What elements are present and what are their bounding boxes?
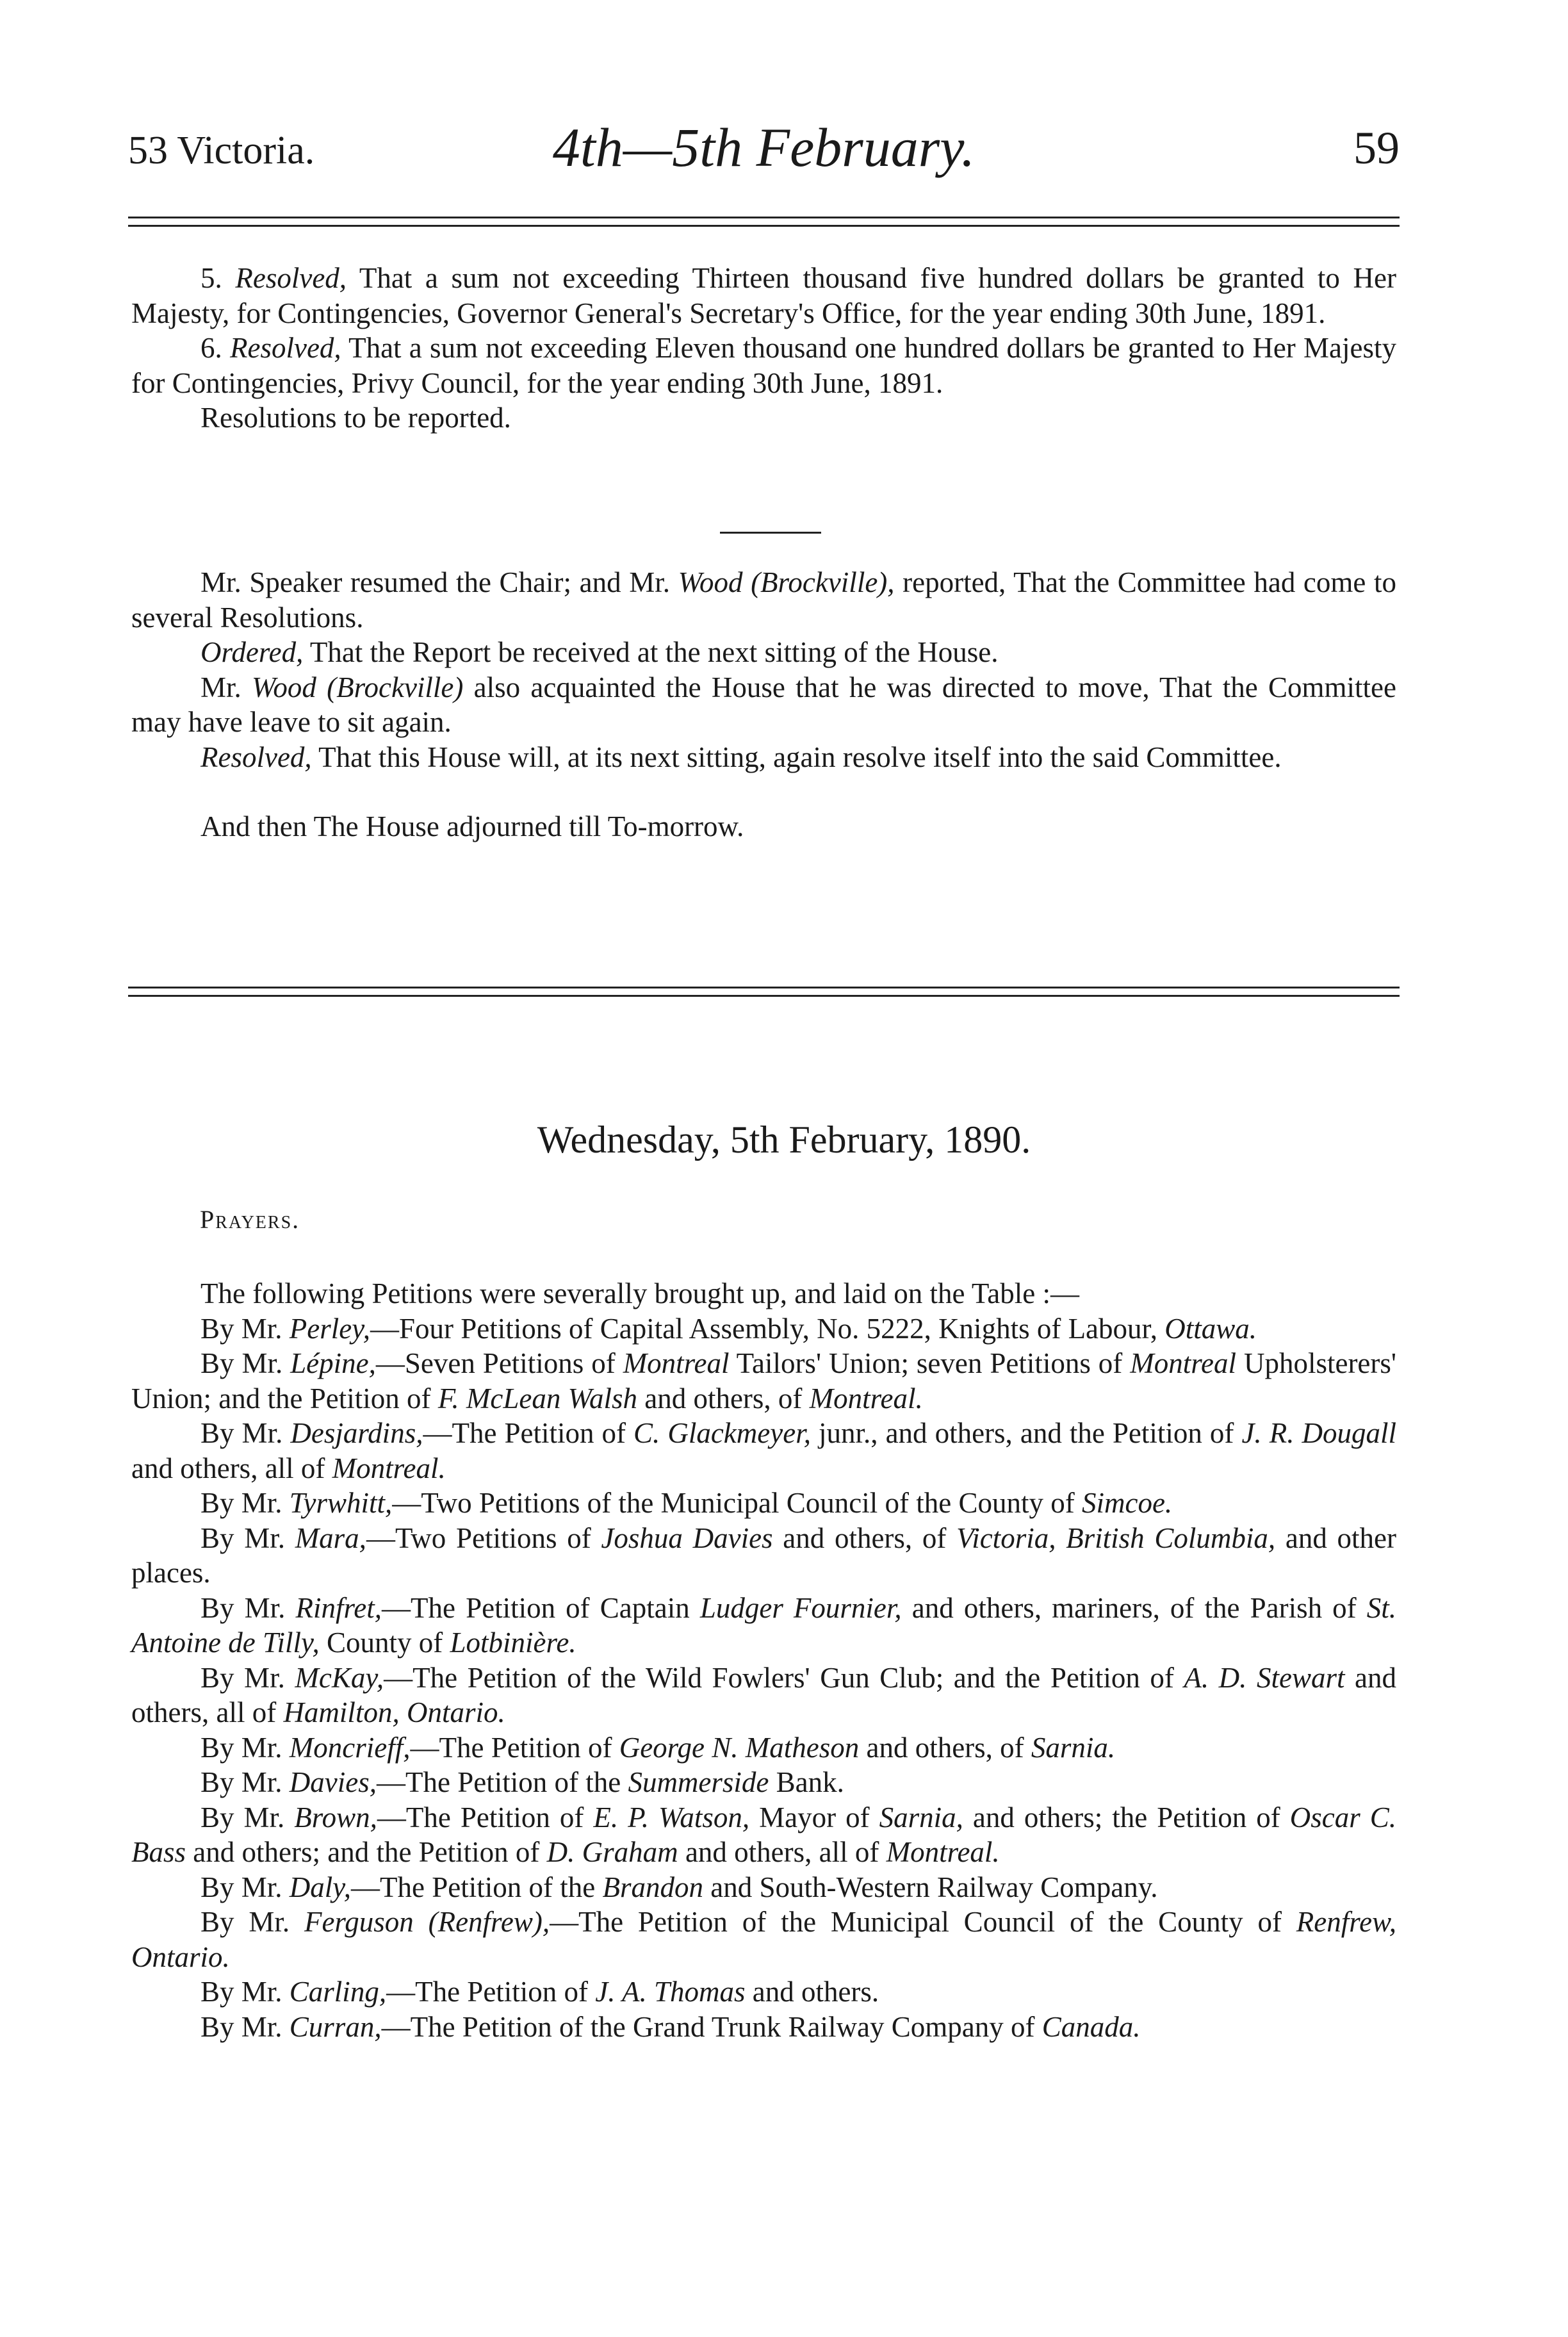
petition-text: By Mr. (200, 1766, 290, 1798)
petition-italic-text: Lépine, (290, 1347, 376, 1379)
petition-italic-text: Carling, (289, 1976, 387, 2008)
petition-text: By Mr. (200, 1591, 296, 1624)
petitions-intro: The following Petitions were severally brought up, and laid on the Table :— (200, 1277, 1079, 1309)
petition-italic-text: C. Glackmeyer, (633, 1417, 811, 1449)
petition-entry (131, 1870, 1396, 1905)
petition-italic-text: McKay, (295, 1661, 384, 1694)
petition-italic-text: J. A. Thomas (595, 1976, 746, 2008)
petition-text: and others, all of (131, 1452, 332, 1484)
petition-italic-text: Montreal. (809, 1382, 923, 1414)
petition-entry (131, 1416, 1396, 1486)
petition-italic-text: E. P. Watson, (593, 1801, 750, 1833)
petition-italic-text: Ferguson (Renfrew), (304, 1906, 550, 1938)
petition-entry (131, 1800, 1396, 1870)
petition-text: junr., and others, and the Petition of (810, 1417, 1242, 1449)
petition-text: and others, of (637, 1382, 810, 1414)
petition-text: —The Petition of the (377, 1766, 628, 1798)
petition-italic-text: Mara, (295, 1521, 366, 1554)
petition-text: By Mr. (200, 1312, 290, 1345)
petition-italic-text: Joshua Davies (601, 1521, 773, 1554)
petition-italic-text: Brandon (602, 1871, 703, 1903)
petition-text: By Mr. (200, 1661, 295, 1694)
petition-text: By Mr. (200, 1871, 290, 1903)
petition-text: By Mr. (200, 1731, 290, 1764)
report-ordered: Ordered, That the Report be received at the next sitting of the House. (200, 636, 999, 668)
prayers-heading: Prayers. (200, 1205, 300, 1234)
petition-text: By Mr. (200, 1417, 291, 1449)
petition-entry (131, 1591, 1396, 1660)
petition-entry (131, 2010, 1396, 2045)
petition-italic-text: Summerside (628, 1766, 769, 1798)
petition-text: —The Petition of (423, 1417, 634, 1449)
petition-italic-text: Lotbinière. (450, 1627, 576, 1659)
petition-text: and others, of (772, 1521, 957, 1554)
petition-entry (131, 1905, 1396, 1974)
petition-entry (131, 1346, 1396, 1416)
petition-text: By Mr. (200, 1801, 295, 1833)
petition-text: and others; and the Petition of (186, 1836, 547, 1868)
petition-text: By Mr. (200, 1976, 290, 2008)
page-number: 59 (1353, 122, 1400, 174)
session-label: 53 Victoria. (128, 129, 315, 172)
petition-italic-text: Davies, (289, 1766, 377, 1798)
petition-text: —The Petition of (386, 1976, 596, 2008)
petition-text: and others. (745, 1976, 879, 2008)
petition-text: —Four Petitions of Capital Assembly, No. 5222, Knights of Labour, (370, 1312, 1165, 1345)
petition-text: and others; the Petition of (963, 1801, 1290, 1833)
petition-text: —The Petition of Captain (382, 1591, 700, 1624)
petition-text: By Mr. (200, 1521, 295, 1554)
petition-italic-text: George N. Matheson (619, 1731, 860, 1764)
petition-text: By Mr. (200, 1906, 304, 1938)
page-header (128, 115, 1400, 192)
petition-text: By Mr. (200, 2010, 290, 2043)
petition-text: —The Petition of (410, 1731, 619, 1764)
petition-italic-text: Brown, (294, 1801, 377, 1833)
petition-italic-text: Moncrieff, (289, 1731, 411, 1764)
petition-text: and South-Western Railway Company. (703, 1871, 1158, 1903)
running-title: 4th—5th February. (552, 117, 976, 178)
leave-to-sit: Mr. Wood (Brockville) also acquainted the House that he was directed to move, That the Committee may have leave to sit again. (131, 671, 1397, 738)
petition-italic-text: Montreal. (886, 1836, 1000, 1868)
petition-text: County of (319, 1627, 450, 1659)
petition-italic-text: A. D. Stewart (1184, 1661, 1345, 1694)
petition-entry (131, 1311, 1396, 1347)
petitions-block (131, 1276, 1396, 2044)
petition-italic-text: Montreal (623, 1347, 730, 1379)
house-adjourned: And then The House adjourned till To-morrow. (200, 810, 744, 842)
petition-text: —The Petition of the Municipal Council of the County of (550, 1906, 1296, 1938)
sitting-date-heading: Wednesday, 5th February, 1890. (537, 1119, 1031, 1161)
section-divider (720, 532, 821, 534)
petition-text: and others, all of (131, 1661, 1396, 1728)
committee-resolved: Resolved, That this House will, at its next sitting, again resolve itself into the said Committee. (200, 741, 1282, 773)
petition-text: —Seven Petitions of (375, 1347, 623, 1379)
petition-italic-text: Daly, (289, 1871, 352, 1903)
petition-italic-text: Desjardins, (290, 1417, 423, 1449)
petition-italic-text: Rinfret, (295, 1591, 382, 1624)
petition-text: By Mr. (200, 1487, 290, 1519)
petition-italic-text: Hamilton, Ontario. (283, 1696, 505, 1728)
petition-text: and others, of (859, 1731, 1031, 1764)
petition-italic-text: Ottawa. (1164, 1312, 1257, 1345)
petition-text: and others, mariners, of the Parish of (901, 1591, 1367, 1624)
petition-italic-text: St. Antoine de Tilly, (131, 1591, 1397, 1659)
petition-italic-text: J. R. Dougall (1241, 1417, 1396, 1449)
header-rule (128, 217, 1400, 227)
petition-text: Tailors' Union; seven Petitions of (729, 1347, 1131, 1379)
resolutions-reported: Resolutions to be reported. (200, 402, 511, 434)
petition-text: Mayor of (749, 1801, 879, 1833)
petition-text: —The Petition of the Wild Fowlers' Gun Club; and the Petition of (384, 1661, 1184, 1694)
petition-italic-text: Victoria, British Columbia, (956, 1521, 1276, 1554)
petition-text: Upholsterers' Union; and the Petition of (131, 1347, 1397, 1414)
petition-text: and others, all of (678, 1836, 886, 1868)
petition-entry (131, 1765, 1396, 1800)
petition-italic-text: Curran, (289, 2010, 382, 2043)
petition-italic-text: Oscar C. Bass (131, 1801, 1397, 1868)
resolutions-block (131, 261, 1396, 436)
speaker-resumed: Mr. Speaker resumed the Chair; and Mr. Wood (Brockville), reported, That the Committee had come to several Resolutions. (131, 566, 1396, 634)
petition-italic-text: Canada. (1041, 2010, 1141, 2043)
resolution-5: 5. Resolved, That a sum not exceeding Thirteen thousand five hundred dollars be granted to Her Majesty, for Contingencies, Governor General's Secretary's Office, for the year ending 30th June, 1891. (131, 262, 1397, 329)
petition-text: —The Petition of (377, 1801, 594, 1833)
petition-italic-text: Tyrwhitt, (289, 1487, 393, 1519)
petition-italic-text: Perley, (289, 1312, 370, 1345)
petition-entry (131, 1730, 1396, 1766)
petition-text: Bank. (769, 1766, 844, 1798)
petition-italic-text: Renfrew, Ontario. (131, 1906, 1397, 1973)
petition-italic-text: Sarnia. (1031, 1731, 1116, 1764)
petition-italic-text: Ludger Fournier, (699, 1591, 902, 1624)
petition-entry (131, 1660, 1396, 1730)
petition-text: —Two Petitions of the Municipal Council of the County of (392, 1487, 1082, 1519)
petition-text: —The Petition of the (351, 1871, 603, 1903)
petition-text: By Mr. (200, 1347, 291, 1379)
petition-list (131, 1311, 1396, 2045)
petition-italic-text: Simcoe. (1081, 1487, 1173, 1519)
petition-italic-text: Montreal (1130, 1347, 1237, 1379)
petition-text: —Two Petitions of (366, 1521, 601, 1554)
report-block (131, 565, 1396, 844)
petition-entry (131, 1486, 1396, 1521)
petition-entry (131, 1974, 1396, 2010)
petition-italic-text: Sarnia, (879, 1801, 963, 1833)
day-separator-rule (128, 987, 1400, 997)
petition-text: —The Petition of the Grand Trunk Railway Company of (381, 2010, 1042, 2043)
petition-entry (131, 1521, 1396, 1591)
petition-italic-text: D. Graham (546, 1836, 678, 1868)
resolution-6: 6. Resolved, That a sum not exceeding Eleven thousand one hundred dollars be granted to Her Majesty for Contingencies, Privy Council, for the year ending 30th June, 1891. (131, 332, 1396, 399)
petition-italic-text: Montreal. (332, 1452, 446, 1484)
petition-text: and other places. (131, 1521, 1396, 1589)
petition-italic-text: F. McLean Walsh (437, 1382, 637, 1414)
